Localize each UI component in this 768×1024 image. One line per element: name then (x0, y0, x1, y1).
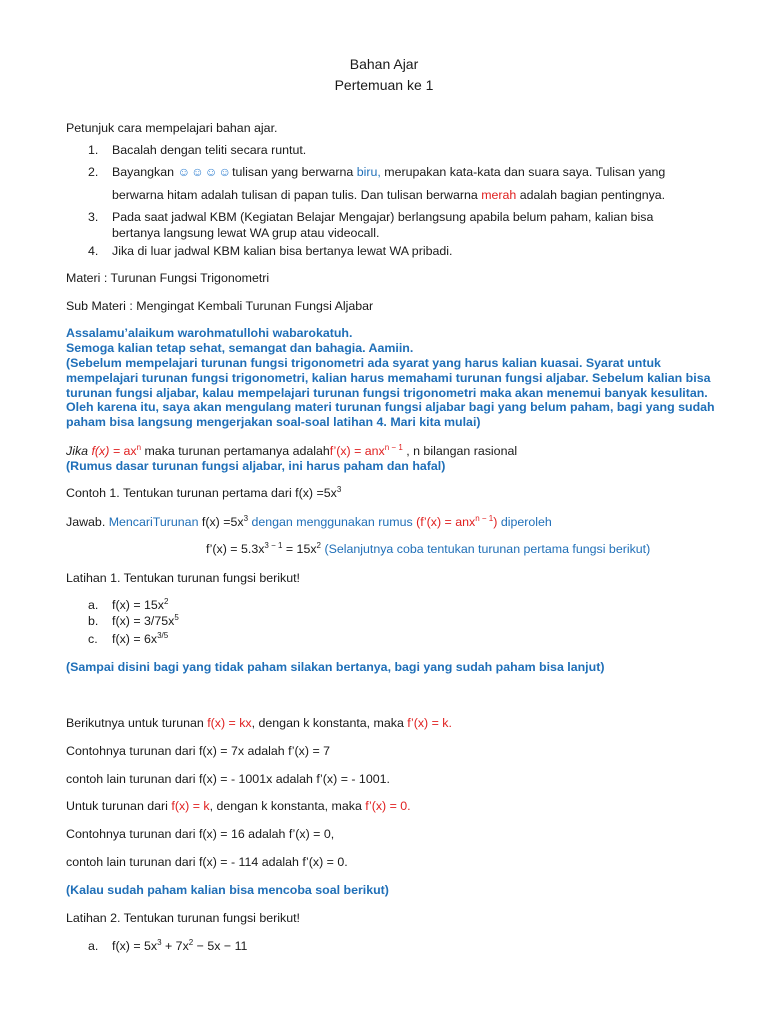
rule-note: (Rumus dasar turunan fungsi aljabar, ini harus paham dan hafal) (66, 459, 446, 473)
step-text-line2: bertanya langsung lewat WA grup atau videocall. (112, 226, 380, 240)
blue-word: biru, (356, 165, 381, 179)
instructions-heading: Petunjuk cara mempelajari bahan ajar. (66, 121, 278, 135)
intro-line: (Sebelum mempelajari turunan fungsi trigonometri ada syarat yang harus kalian kuasai. Syarat untuk (66, 356, 661, 370)
step-text: Jika di luar jadwal KBM kalian bisa bertanya lewat WA pribadi. (112, 244, 453, 258)
example-k-2: contoh lain turunan dari f(x) = - 114 adalah f’(x) = 0. (66, 855, 348, 869)
step-text: Bacalah dengan teliti secara runtut. (112, 143, 307, 157)
answer-result: f’(x) = $5.3x^{3 - 1} = 15x^2$ (Selanjutnya coba tentukan turunan pertama fungsi berikut) (206, 540, 651, 556)
note-line: (Kalau sudah paham kalian bisa mencoba soal berikut) (66, 883, 389, 897)
exercise-letter: b. (88, 614, 99, 628)
exercise-letter: a. (88, 939, 99, 953)
exercise-item: $f(x) = 15x^2$ (112, 596, 169, 612)
example-k-1: Contohnya turunan dari f(x) = 16 adalah f’(x) = 0, (66, 827, 335, 841)
exercise-item: $f(x) = 6x^{3/5}$ (112, 630, 169, 646)
intro-line: Oleh karena itu, saya akan mengulang materi turunan fungsi aljabar bagi yang belum paham, bagi yang sudah (66, 400, 715, 414)
derivative-rule: Jika $f(x) = ax^n$ maka turunan pertamanya adalahf’(x) = anx$^{n - 1}$ , n bilangan rasional (66, 442, 518, 458)
step-text: Pada saat jadwal KBM (Kegiatan Belajar Mengajar) berlangsung apabila belum paham, kalian bisa (112, 210, 654, 224)
red-word: merah (481, 188, 517, 202)
intro-line: Semoga kalian tetap sehat, semangat dan bahagia. Aamiin. (66, 341, 414, 355)
rule-kx: Berikutnya untuk turunan f(x) = kx, dengan k konstanta, maka f’(x) = k. (66, 716, 452, 730)
intro-line: paham bisa langsung mengerjakan soal-soal latihan 4. Mari kita mulai) (66, 415, 481, 429)
example-kx-2: contoh lain turunan dari f(x) = - 1001x adalah f’(x) = - 1001. (66, 772, 390, 786)
step-text: Bayangkan ☺☺☺☺tulisan yang berwarna biru, merupakan kata-kata dan suara saya. Tulisan yang (112, 165, 666, 179)
step-number: 4. (88, 244, 99, 258)
exercise-2-title: Latihan 2. Tentukan turunan fungsi berikut! (66, 911, 300, 925)
intro-line: mempelajari turunan fungsi trigonometri, kalian harus memahami turunan fungsi aljabar. Sebelum kalian bisa (66, 371, 711, 385)
step-text-line2: berwarna hitam adalah tulisan di papan tulis. Dan tulisan berwarna merah adalah bagian pentingnya. (112, 188, 666, 202)
exercise-item: $f(x) = 5x^3 + 7x^2 - 5x - 11$ (112, 937, 248, 953)
example-1: Contoh 1. Tentukan turunan pertama dari $f(x) =5x^3$ (66, 484, 342, 500)
exercise-1-title: Latihan 1. Tentukan turunan fungsi berikut! (66, 571, 300, 585)
submateri-line: Sub Materi : Mengingat Kembali Turunan Fungsi Aljabar (66, 299, 374, 313)
exercise-item: $f(x) = 3/75x^5$ (112, 612, 179, 628)
smiley-icons: ☺☺☺☺ (177, 165, 233, 179)
exercise-letter: c. (88, 632, 98, 646)
note-line: (Sampai disini bagi yang tidak paham silakan bertanya, bagi yang sudah paham bisa lanjut) (66, 660, 605, 674)
doc-title: Bahan Ajar (349, 56, 419, 72)
intro-line: turunan fungsi aljabar, kalau mempelajari turunan fungsi trigonometri maka akan menemui banyak kesulitan. (66, 386, 708, 400)
intro-line: Assalamu’alaikum warohmatullohi wabarokatuh. (66, 326, 353, 340)
step-number: 1. (88, 143, 99, 157)
step-number: 2. (88, 165, 99, 179)
exercise-letter: a. (88, 598, 99, 612)
step-number: 3. (88, 210, 99, 224)
rule-k: Untuk turunan dari f(x) = k, dengan k konstanta, maka f’(x) = 0. (66, 799, 411, 813)
example-kx-1: Contohnya turunan dari f(x) = 7x adalah f’(x) = 7 (66, 744, 331, 758)
doc-subtitle: Pertemuan ke 1 (334, 77, 434, 93)
materi-line: Materi : Turunan Fungsi Trigonometri (66, 271, 270, 285)
answer-line: Jawab. MencariTurunan $f(x) =5x^3$ dengan menggunakan rumus (f’(x) = anx$^{n - 1}$) diperoleh (66, 513, 552, 529)
